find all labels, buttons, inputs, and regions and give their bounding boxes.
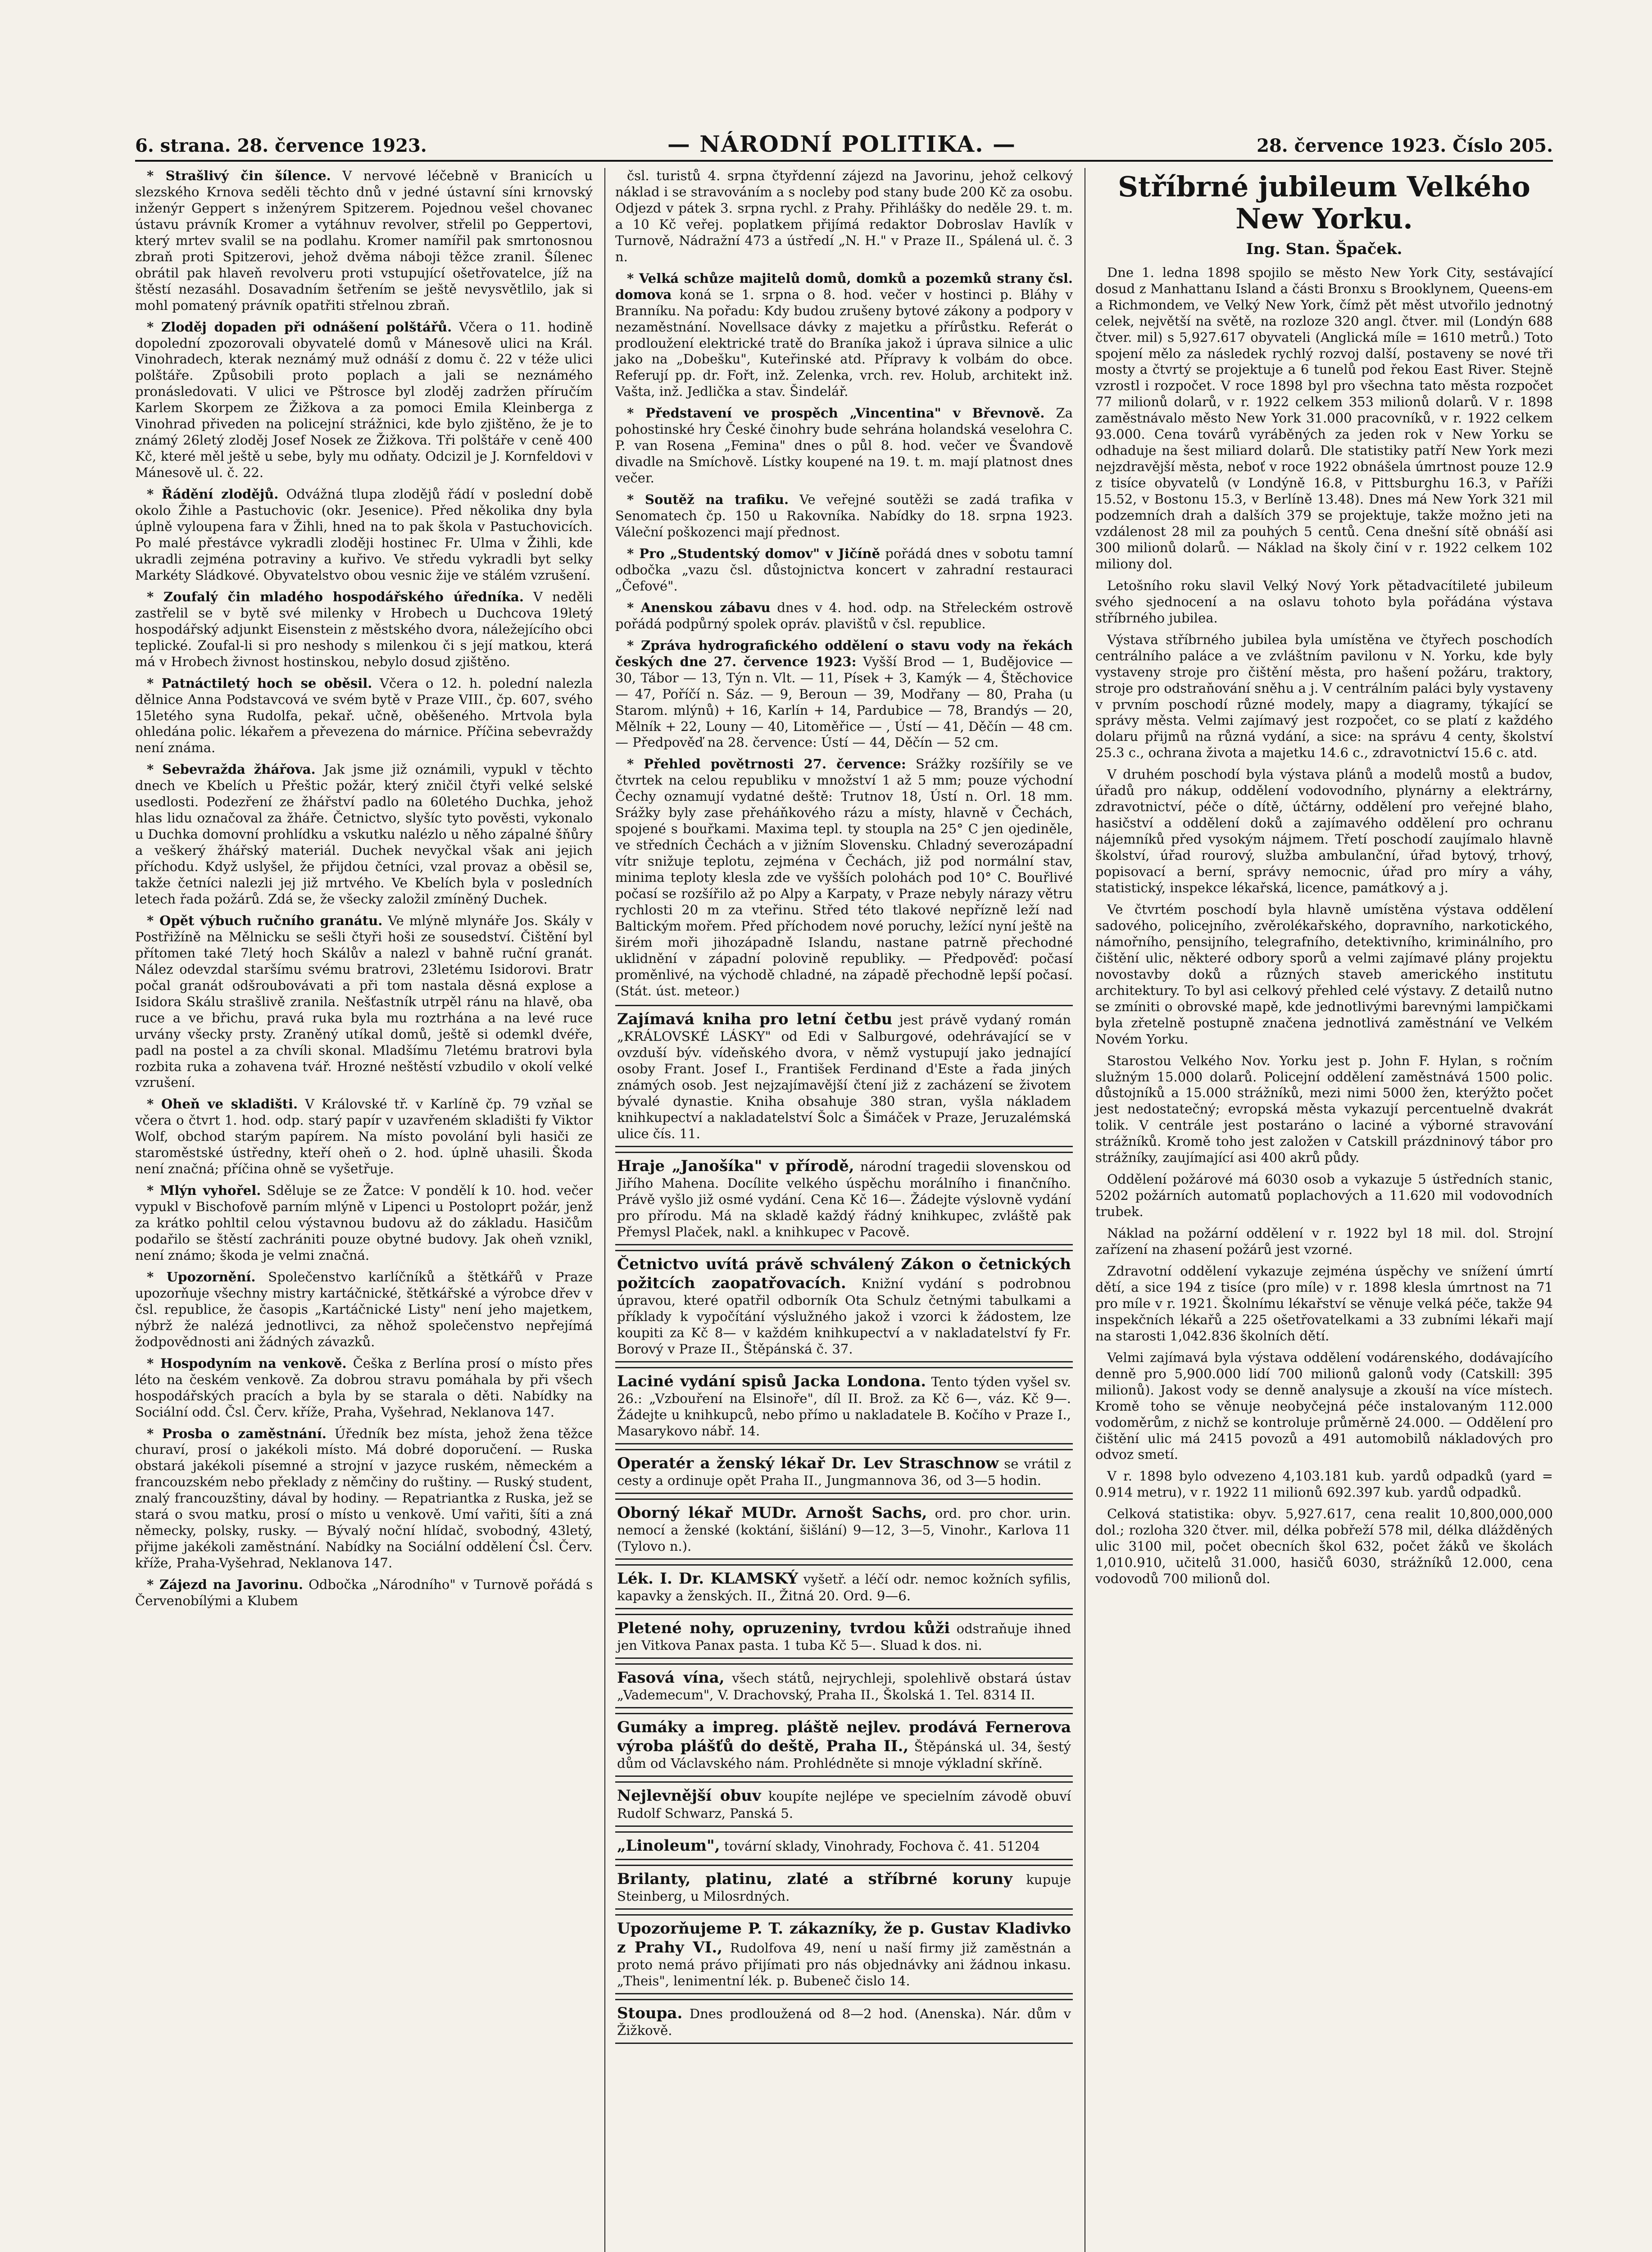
news-item	[615, 638, 1073, 751]
item-headline: * Patnáctiletý hoch se oběsil.	[147, 675, 372, 691]
item-text: odstraňuje ihned jen Vitkova Panax pasta. 1 tuba Kč 5—. Sluad k dos. ni.	[617, 1621, 1071, 1653]
item-text: jest právě vydaný román „KRÁLOVSKÉ LÁSKY" od Edi v Salburgové, odehrávající se v ovzduší býv. vídeňského dvora, v němž vystupují jako jednající osoby Frant. Josef I., František Ferdinand d'Este a řada jiných známých osob. Jest nejzajímavější čtení již z zacházení se životem bývalé dynastie. Kniha obsahuje 380 stran, vyšla nákladem knihkupectví a nakladatelství Šolc a Šimáček v Praze, Jeruzalémská ulice čís. 11.	[617, 1012, 1071, 1141]
item-text: koupíte nejlépe ve specielním závodě obuví Rudolf Schwarz, Panská 5.	[617, 1789, 1071, 1821]
news-item	[135, 1577, 593, 1609]
news-item	[615, 168, 1073, 265]
item-text: Sděluje se ze Žatce: V pondělí k 10. hod. večer vypukl v Bischofově parním mlýně v Lipenci u Postoloprt požár, jenž za krátko pohltil celou výstavnou budovu až do základu. Hasičům podařilo se štěstí zachrániti pouze obytné budovy. Jak oheň vznikl, není známo; škoda je velmi značná.	[135, 1183, 593, 1263]
item-headline: * Strašlivý čin šílence.	[147, 168, 331, 183]
advertisement	[615, 1005, 1073, 1147]
item-text: kupuje Steinberg, u Milosrdných.	[617, 1871, 1071, 1904]
item-text: Včera o 11. hodině dopolední zpozorovali obyvatelé domů v Mánesově ulici na Král. Vinohradech, kterak neznámý muž odnáší z domu č. 22 v téže ulici polštáře. Způsobili proto poplach a jali se neznámého pronásledovati. V ulici ve Pštrosce byl zloděj zadržen příručím Karlem Skorpem ze Žižkova a za pomoci Emila Kleinberga z Vinohrad přiveden na policejní strážnici, kde bylo zjištěno, že je to známý 26letý zloděj Josef Nosek ze Žižkova. Tři polštáře v ceně 400 Kč, které měl ještě u sebe, byly mu odňaty. Odcizil je J. Kornfeldovi v Mánesově ul. č. 22.	[135, 319, 593, 481]
news-item	[135, 168, 593, 314]
item-text: Srážky rozšířily se ve čtvrtek na celou republiku v množství 1 až 5 mm; pouze východní Čechy oznamují vydatné deště: Trutnov 18, Ústí n. Orl. 18 mm. Srážky byly zase přeháňkového rázu a místy, hlavně v Čechách, spojené s bouřkami. Maxima tepl. ty stoupla na 25° C jen ojediněle, ve středních Čechách a v jižním Slovensku. Chladný severozápadní vítr snižuje teplotu, zejména v Čechách, již pod normální stav, minima teploty klesla zde ve vyšších polohách pod 10° C. Bouřlivé počasí se rozšířilo až po Alpy a Karpaty, v Praze nebyly nárazy větru rychlosti 20 m za vteřinu. Střed této tlakové nepřízně leží nad Baltickým mořem. Před příchodem nové poruchy, ležící nyní ještě na širém moři jihozápadně Islandu, nastane patrně přechodné uklidnění v západní polovině republiky. — Předpověď: počasí proměnlivé, na východě chladné, na západě přechodně lepší počasí. (Stát. úst. meteor.)	[615, 756, 1073, 999]
article-author: Ing. Stan. Špaček.	[1246, 240, 1402, 258]
item-text: Ve veřejné soutěži se zadá trafika v Senomatech čp. 150 u Rakovníka. Nabídky do 18. srpna 1923. Váleční poškozenci mají přednost.	[615, 492, 1073, 540]
article-paragraph: Výstava stříbrného jubilea byla umístěna ve čtyřech poschodích centrálního paláce a ve zvláštním pavilonu v N. Yorku, kde byly vystaveny stroje pro čištění města, pro hašení požáru, traktory, stroje pro odstraňování sněhu a j. V centrálním paláci byly vystaveny v prvním poschodí různé modely, mapy a diagramy, týkající se správy města. Velmi zajímavý jest rozpočet, co se platí z každého dolaru přijmů na různá vydání, a sice: na správu 4 centy, školství 25.3 c., ochrana života a majetku 14.6 c., zdravotnictví 15.6 c. atd.	[1095, 631, 1553, 761]
item-headline: Pletené nohy, opruzeniny, tvrdou kůži	[617, 1619, 950, 1637]
item-text: Štěpánská ul. 34, šestý dům od Václavského nám. Prohlédněte si mnoje výkladní skříně.	[617, 1739, 1071, 1771]
item-text: se vrátil z cesty a ordinuje opět Praha II., Jungmannova 36, od 3—5 hodin.	[617, 1456, 1071, 1488]
news-item	[615, 546, 1073, 595]
masthead-left: 6. strana. 28. července 1923.	[135, 135, 427, 156]
advertisement	[615, 1449, 1073, 1494]
news-item	[135, 589, 593, 670]
advertisement	[615, 1865, 1073, 1910]
item-headline: * Pro „Studentský domov" v Jičíně	[627, 545, 880, 561]
item-text: dnes v 4. hod. odp. na Střeleckém ostrově pořádá podpůrný spolek opráv. plavištů v čsl. republice.	[615, 599, 1073, 631]
item-headline: * Sebevražda žhářova.	[147, 762, 316, 777]
item-headline: Oborný lékař MUDr. Arnošt Sachs,	[617, 1503, 927, 1522]
item-text: tovární sklady, Vinohrady, Fochova č. 41. 51204	[724, 1838, 1040, 1854]
advertisement	[615, 1831, 1073, 1860]
advertisement	[615, 1781, 1073, 1826]
item-headline: Operatér a ženský lékař Dr. Lev Straschnow	[617, 1454, 999, 1472]
masthead-right: 28. července 1923. Číslo 205.	[1257, 135, 1553, 156]
columns	[135, 168, 1553, 2252]
item-headline: Stoupa.	[617, 2004, 683, 2022]
item-headline: Nejlevnější obuv	[617, 1787, 761, 1805]
news-item	[135, 1356, 593, 1421]
article-paragraph: Zdravotní oddělení vykazuje zejména úspěchy ve snížení úmrtí dětí, a sice 194 z tisíce (pro míle) v r. 1898 klesla úmrtnost na 71 pro míle v r. 1921. Školnímu lékařství se věnuje velká péče, takže 94 inspekčních lékařů a 225 ošetřovatelkami a 33 zubními lékaři mají na starosti 1,042.836 školních dětí.	[1095, 1263, 1553, 1344]
advertisement	[615, 1564, 1073, 1609]
article-paragraph: Velmi zajímavá byla výstava oddělení vodárenského, dodávajícího denně pro 5,900.000 lidí 700 milionů galonů vody (Catskill: 395 milionů). Jakost vody se denně analysuje a zkouší na více místech. Kromě toho se věnuje neobyčejná péče instalovaným 112.000 vodoměrům, z nichž se kontroluje průměrně 24.000. — Oddělení pro čištění ulic má 2415 povozů a 491 automobilů nákladových pro odvoz smetí.	[1095, 1349, 1553, 1462]
item-headline: Zajímavá kniha pro letní četbu	[617, 1010, 893, 1028]
item-text: národní tragedii slovenskou od Jiřího Mahena. Docílite velkého úspěchu morálního i finančního. Právě vyšlo již osmé vydání. Cena Kč 16—. Žádejte výslovně vydání pro přírodu. Má na skladě každý řádný knihkupec, zvláště pak Přemysl Plaček, nakl. a knihkupec v Pacově.	[617, 1158, 1071, 1240]
item-text: Ve mlýně mlynáře Jos. Skály v Postřižíně na Mělnicku se sešli čtyři hoši ze sousedství. Čištění byl přítomen také 7letý hoch Skálův a nalezl v bahně ruční granát. Nález odevzdal staršímu svému bratrovi, 23letému Isidorovi. Bratr počal granát odšroubovávati a při tom nastala děsná explose a Isidora Skálu strašlivě zranila. Nešťastník utrpěl ránu na hlavě, oba ruce a ve břichu, pravá ruka byla mu roztrhána a na levé ruce urvány všecky prsty. Zraněný utíkal domů, ještě si odemkl dvéře, padl na postel a za chvíli skonal. Mladšímu 7letému bratrovi byla rozbita ruka a zohavena tvář. Hrozné neštěstí vzbudilo v okolí velké vzrušení.	[135, 913, 593, 1090]
item-text: Odvážná tlupa zlodějů řádí v poslední době okolo Žihle a Pastuchovic (okr. Jesenice). Před několika dny byla úplně vyloupena fara v Žihli, hned na to pak škola v Pastuchovicích. Po malé přestávce vykradli zloději hostinec Fr. Ulma v Žihli, kde ukradli zejména potraviny a kuřivo. Ve středu vykradli byt selky Markéty Sládkové. Obyvatelstvo obou vesnic žije ve stálém vzrušení.	[135, 486, 593, 583]
item-text: Češka z Berlína prosí o místo přes léto na českém venkově. Za dobrou stravu pomáhala by při všech hospodářských pracích a byla by se starala o děti. Nabídky na Sociální odd. Čsl. Červ. kříže, Praha, Vyšehrad, Neklanova 147.	[135, 1355, 593, 1420]
item-headline: * Zloděj dopaden při odnášení polštářů.	[147, 319, 452, 335]
item-text: čsl. turistů 4. srpna čtyřdenní zájezd na Javorinu, jehož celkový náklad i se stravováním a s nocleby pod stany bude 200 Kč za osobu. Odjezd v pátek 3. srpna rychl. z Prahy. Přihlášky do neděle 29. t. m. a 10 Kč veřej. poplatkem přijímá redaktor Dobroslav Havlík v Turnově, Nádražní 473 a ústředí „N. H." v Praze II., Spálená ul. č. 3 n.	[615, 168, 1073, 264]
article-paragraph: Starostou Velkého Nov. Yorku jest p. John F. Hylan, s ročním služným 15.000 dolarů. Policejní oddělení zaměstnává 1500 polic. důstojníků a 15.000 strážníků, mezi nimi 5000 žen, kterýžto počet jest nedostatečný; evropská města vykazují percentuelně dvakrát tolik. V centrále jest postaráno o laciné a výborné stravování strážníků. Kromě toho jest založen v Catskill prázdninový tábor pro strážníky, zaujímající asi 400 akrů půdy.	[1095, 1053, 1553, 1166]
item-headline: * Zpráva hydrografického oddělení o stavu vody na řekách českých dne 27. července 1923:	[615, 637, 1073, 669]
advertisement	[615, 1999, 1073, 2044]
item-text: Za pohostinské hry České činohry bude sehrána holandská veselohra C. P. van Rosena „Femina" dnes o půl 8. hod. večer ve Švandově divadle na Smíchově. Lístky koupené na 19. t. m. mají platnost dnes večer.	[615, 405, 1073, 486]
item-text: Úředník bez místa, jehož žena těžce churaví, prosí o jakékoli místo. Má dobré doporučení. — Ruska obstará jakékoli písemné a strojní v jazyce ruském, německém a francouzském nebo překlady z němčiny do ruštiny. — Ruský student, znalý francouzštiny, dával by hodiny. — Repatriantka z Ruska, jež se stará o svou matku, prosí o místo u venkově. Umí vařiti, šíti a zná německy, polsky, rusky. — Bývalý noční hlídač, svobodný, 43letý, přijme jakékoli zaměstnání. Nabídky na Sociální oddělení Čsl. Červ. kříže, Praha-Vyšehrad, Neklanova 147.	[135, 1426, 593, 1571]
news-item	[615, 271, 1073, 400]
article-paragraph: Letošního roku slavil Velký Nový York pětadvacítileté jubileum svého sjednocení a na oslavu tohoto byla pořádána výstava stříbrného jubilea.	[1095, 577, 1553, 626]
advertisement	[615, 1614, 1073, 1659]
article-paragraph: Celková statistika: obyv. 5,927.617, cena realit 10,800,000,000 dol.; rozloha 320 čtver. mil, délka pobřeží 578 mil, délka dlážděných ulic 3100 mil, počet obecních škol 632, počet žáků ve školách 1,010.910, učitelů 31.000, hasičů 6030, strážníků 12.000, cena vodovodů 700 milionů dol.	[1095, 1506, 1553, 1587]
item-headline: * Opět výbuch ručního granátu.	[147, 913, 383, 928]
article-title: Stříbrné jubileum Velkého New Yorku.	[1118, 170, 1530, 236]
item-text: V Královské tř. v Karlíně čp. 79 vzňal se včera o čtvrt 1. hod. odp. starý papír v uzavřeném skladišti fy Viktor Wolf, obchod starým papírem. Na místo povolání byli hasiči ze staroměstské ústředny, kteří oheň o 2. hod. úplně uhasili. Škoda není značná; příčina ohně se vyšetřuje.	[135, 1096, 593, 1177]
column-1	[135, 168, 593, 2252]
news-item	[135, 762, 593, 908]
news-item	[135, 1096, 593, 1177]
item-headline: Fasová vína,	[617, 1669, 725, 1687]
advertisement	[615, 1152, 1073, 1245]
news-item	[135, 913, 593, 1091]
news-item	[615, 405, 1073, 486]
item-headline: * Prosba o zaměstnání.	[147, 1426, 327, 1441]
item-headline: Laciné vydání spisů Jacka Londona.	[617, 1372, 926, 1390]
item-text: Včera o 12. h. polední nalezla dělnice Anna Podstavcová ve svém bytě v Praze VIII., čp. 607, svého 15letého syna Rudolfa, pekař. učně, oběšeného. Mrtvola byla ohledána polic. lékařem a převezena do márnice. Příčina sebevraždy není známa.	[135, 675, 593, 756]
masthead	[135, 131, 1553, 162]
article-paragraph: Oddělení požárové má 6030 osob a vykazuje 5 ústředních stanic, 5202 požárních automatů poplachových a 11.620 mil vodovodních trubek.	[1095, 1171, 1553, 1220]
item-headline: Hraje „Janošíka" v přírodě,	[617, 1157, 854, 1175]
column-3	[1085, 168, 1553, 2252]
news-item	[135, 1426, 593, 1572]
news-item	[615, 492, 1073, 540]
item-text: Společenstvo karlíčníků a štětkářů v Praze upozorňuje všechny mistry kartáčnické, štětkářské a výrobce dřev v čsl. republice, že časopis „Kartáčnické Listy" není jeho majetkem, nýbrž že nalézá jednotlivci, za něhož společenstvo nepřejímá žodpovědnosti ani žádných závazků.	[135, 1269, 593, 1349]
item-text: koná se 1. srpna o 8. hod. večer v hostinci p. Bláhy v Branníku. Na pořadu: Kdy budou zrušeny bytové zákony a podpory v nezaměstnání. Novellsace dávky z majetku a přírůstku. Referát o prodloužení elektrické tratě do Braníka jakož i úprava silnice a ulic jako na „Dobešku", Kuteřinské atd. Přípravy k volbám do obce. Referují pp. dr. Fořt, inž. Zelenka, vrch. rev. Holub, architekt inž. Vašta, inž. Jedlička a stav. Šindelář.	[615, 286, 1073, 400]
item-headline: * Řádění zlodějů.	[147, 486, 279, 502]
article-paragraph: V r. 1898 bylo odvezeno 4,103.181 kub. yardů odpadků (yard = 0.914 metru), v r. 1922 11 milionů 692.397 kub. yardů odpadků.	[1095, 1468, 1553, 1500]
item-headline: * Mlýn vyhořel.	[147, 1183, 261, 1199]
item-text: Dnes prodloužená od 8—2 hod. (Anenska). Nár. dům v Žižkově.	[617, 2006, 1071, 2039]
article-paragraph: Náklad na požární oddělení v r. 1922 byl 18 mil. dol. Strojní zařízení na zhasení požárů jest vzorné.	[1095, 1226, 1553, 1258]
item-headline: * Hospodyním na venkově.	[147, 1355, 347, 1371]
item-headline: * Přehled povětrnosti 27. července:	[627, 756, 906, 772]
item-headline: * Velká schůze majitelů domů, domků a pozemků strany čsl. domova	[615, 270, 1073, 302]
news-item	[135, 1269, 593, 1350]
item-headline: Brilanty, platinu, zlaté a stříbrné koruny	[617, 1870, 1012, 1888]
article-paragraph: Ve čtvrtém poschodí byla hlavně umístěna výstava oddělení sadového, policejního, zvěrolékařského, dopravního, narkotického, námořního, pensijního, telegrafního, detektivního, kriminálního, pro čištění ulic, některé odbory sporů a velmi zajímavé plány projektu novostavby doků a různých staveb amerického institutu architektury. To byl asi celkový přehled celé výstavy. Z detailů nutno se zmíniti o obrovské mapě, kde jednotlivými barevnými lampičkami byla zřetelně postupně značena jednotlivá zaměstnání ve Velkém Novém Yorku.	[1095, 901, 1553, 1047]
advertisement	[615, 1250, 1073, 1362]
item-text: pořádá dnes v sobotu tamní odbočka „vazu čsl. důstojnictva koncert v zahradní restauraci „Čefové".	[615, 545, 1073, 594]
item-headline: Četnictvo uvítá právě schválený Zákon o četnických požitcích zaopatřovacích.	[617, 1255, 1071, 1292]
advertisement	[615, 1713, 1073, 1777]
advertisement	[615, 1367, 1073, 1444]
item-text: Rudolfova 49, není u naší firmy již zaměstnán a proto nemá právo přijímati pro nás objednávky ani žádnou inkasu. „Theis", lenimentní lék. p. Bubeneč čislo 14.	[617, 1940, 1071, 1989]
item-headline: „Linoleum",	[617, 1836, 720, 1855]
item-headline: * Oheň ve skladišti.	[147, 1096, 298, 1112]
item-headline: * Představení ve prospěch „Vincentina" v Břevnově.	[627, 405, 1045, 421]
news-item	[135, 319, 593, 481]
newspaper-title: — NÁRODNÍ POLITIKA. —	[667, 131, 1017, 157]
item-text: ord. pro chor. urin. nemocí a ženské (koktání, šišlání) 9—12, 3—5, Vinohr., Karlova 11 (Tylovo n.).	[617, 1505, 1071, 1554]
item-text: Tento týden vyšel sv. 26.: „Vzbouření na Elsinoře", díl II. Brož. za Kč 6—, váz. Kč 9—. Žádejte u knihkupců, nebo přímo u nakladatele B. Kočího v Praze I., Masarykovo nábř. 14.	[617, 1374, 1071, 1439]
item-headline: * Zoufalý čin mladého hospodářského úředníka.	[147, 589, 524, 604]
item-text: Jak jsme již oznámili, vypukl v těchto dnech ve Kbelích u Přeštic požár, který zničil čtyři velké selské usedlosti. Podezření ze žhářství padlo na 60letého Duchka, jehož hlas lidu označoval za žháře. Četnictvo, slyšíc tyto pověsti, vykonalo u Duchka domovní prohlídku a vskutku nalézlo u něho zápalné šňůry a veškerý žhářský materiál. Duchek nevyčkal však ani jejich příchodu. Když uslyšel, že přijdou četníci, vzal provaz a oběsil se, takže četníci nalezli jej již mrtvého. Ve Kbelích byla v posledních letech řada požárů. Zdá se, že všecky založil zmíněný Duchek.	[135, 762, 593, 907]
item-headline: * Upozornění.	[147, 1269, 256, 1285]
news-item	[615, 600, 1073, 632]
item-headline: * Soutěž na trafiku.	[627, 492, 789, 508]
item-text: V neděli zastřelil se v bytě své milenky v Hrobech u Duchcova 19letý hospodářský adjunkt Eisenstein z městského dvora, náležejícího obci teplické. Zoufal-li si pro neshody s milenkou či s její matkou, která má v Hrobech živnost hostinskou, nebylo dosud zjištěno.	[135, 589, 593, 669]
article-body	[1095, 265, 1553, 1587]
news-item	[135, 486, 593, 584]
news-item	[135, 676, 593, 757]
item-headline: * Anenskou zábavu	[627, 599, 771, 615]
item-text: Odbočka „Národního" v Turnově pořádá s Červenobílými a Klubem	[135, 1577, 593, 1609]
item-text: V nervové léčebně v Branicích u slezského Krnova seděli těchto dnů v jedné ústavní síni krnovský inženýr Geppert s inženýrem Spitzerem. Pojednou vešel chovanec ústavu právník Kromer a vytáhnuv revolver, střelil po Geppertovi, který mrtev svalil se na podlahu. Kromer namířil pak smrtonosnou zbraň proti Spitzerovi, jehož dvěma náboji těžce zranil. Šílenec obrátil pak hlaveň revolveru proti vstupující ošetřovatelce, jíž na štěstí nezasáhl. Dosavadním šetřením se ještě nevysvětlilo, jak si mohl pomatený právník opatřiti střelnou zbraň.	[135, 168, 593, 313]
advertisement	[615, 1914, 1073, 1994]
item-headline: Upozorňujeme P. T. zákazníky, že p. Gustav Kladivko z Prahy VI.,	[617, 1919, 1071, 1957]
advertisement	[615, 1663, 1073, 1708]
news-item	[135, 1183, 593, 1264]
item-text: Vyšší Brod — 1, Budějovice — 30, Tábor — 13, Týn n. Vlt. — 11, Písek + 3, Kamýk — 4, Štěchovice — 47, Poříčí n. Sáz. — 9, Beroun — 39, Modřany — 80, Praha (u Starom. mlýnů) + 16, Karlín + 14, Pardubice — 78, Brandýs — 20, Mělník + 22, Louny — 40, Litoměřice — , Ústí — 41, Děčín — 48 cm. — Předpověď na 28. července: Ústí — 44, Děčín — 52 cm.	[615, 654, 1073, 750]
item-headline: * Zájezd na Javorinu.	[147, 1577, 303, 1593]
news-item	[615, 756, 1073, 999]
article-paragraph: Dne 1. ledna 1898 spojilo se město New York City, sestávající dosud z Manhattanu Island a části Bronxu s Brooklynem, Queens-em a Richmondem, ve Velký New York, čímž pět měst utvořilo jednotný celek, největší na světě, na rozloze 320 angl. čtver. mil (Londýn 688 čtver. mil) s 5,927.617 obyvateli (Anglická míle = 1610 metrů.) Toto spojení mělo za následek rychlý rozvoj další, postaveny se nové tři mosty a čtvrtý se projektuje a 6 tunelů pod řekou East River. Stejně vzrostl i rozpočet. V roce 1898 byl pro všechna tato města rozpočet 77 milionů dolarů, v r. 1922 celkem 353 milionů dolarů. V r. 1898 zaměstnávalo město New York 31.000 pracovníků, v r. 1922 celkem 93.000. Cena továrů vyráběných za jeden rok v New Yorku se odhaduje na šest miliard dolarů. Dle statistiky patří New York mezi nejzdravější města, neboť v roce 1922 obnášela úmrtnost pouze 12.9 z tisíce obyvatelů (v Londýně 16.8, v Pittsburghu 16.3, v Paříži 15.52, v Bostonu 15.3, v Berlíně 13.48). Dnes má New York 321 mil podzemních drah a dalších 379 se projektuje, takže možno jeti na vzdálenost 28 mil za pouhých 5 centů. Cena dnešní sítě obnáší asi 300 milionů dolarů. — Náklad na školy činí v r. 1922 celkem 102 miliony dol.	[1095, 264, 1553, 572]
column-2	[604, 168, 1073, 2252]
article-paragraph: V druhém poschodí byla výstava plánů a modelů mostů a budov, úřadů pro nákup, oddělení vodovodního, plynárny a elektrárny, zdravotnictví, péče o dítě, účtárny, oddělení pro veřejné blaho, hasičství a oddělení doků a zajímavého oddělení pro ochranu nájemníků před vysokým nájmem. Třetí poschodí zaujímalo hlavně školství, úřad rourový, služba ambulanční, úřad bytový, trhový, popisovací a berní, správy nemocnic, úřad pro míry a váhy, statistický, inspekce lékařská, licence, památkový a j.	[1095, 767, 1553, 896]
item-text: všech států, nejrychleji, spolehlivě obstará ústav „Vademecum", V. Drachovský, Praha II., Školská 1. Tel. 8314 II.	[617, 1671, 1071, 1703]
item-headline: Gumáky a impreg. pláště nejlev. prodává Fernerova výroba plášťů do deště, Praha II.,	[617, 1718, 1071, 1756]
item-headline: Lék. I. Dr. KLAMSKÝ	[617, 1569, 799, 1588]
advertisement	[615, 1498, 1073, 1560]
item-text: vyšetř. a léčí odr. nemoc kožních syfilis, kapavky a ženských. II., Žitná 20. Ord. 9—6.	[617, 1571, 1071, 1603]
item-text: Knižní vydání s podrobnou úpravou, které opatřil odborník Ota Schulz četnými tabulkami a příklady k vypočítání výslužného jakož i vzorci k žádostem, lze koupiti za Kč 8— v každém knihkupectví a v nakladatelství fy Fr. Borový v Praze II., Štěpánská č. 37.	[617, 1276, 1071, 1357]
